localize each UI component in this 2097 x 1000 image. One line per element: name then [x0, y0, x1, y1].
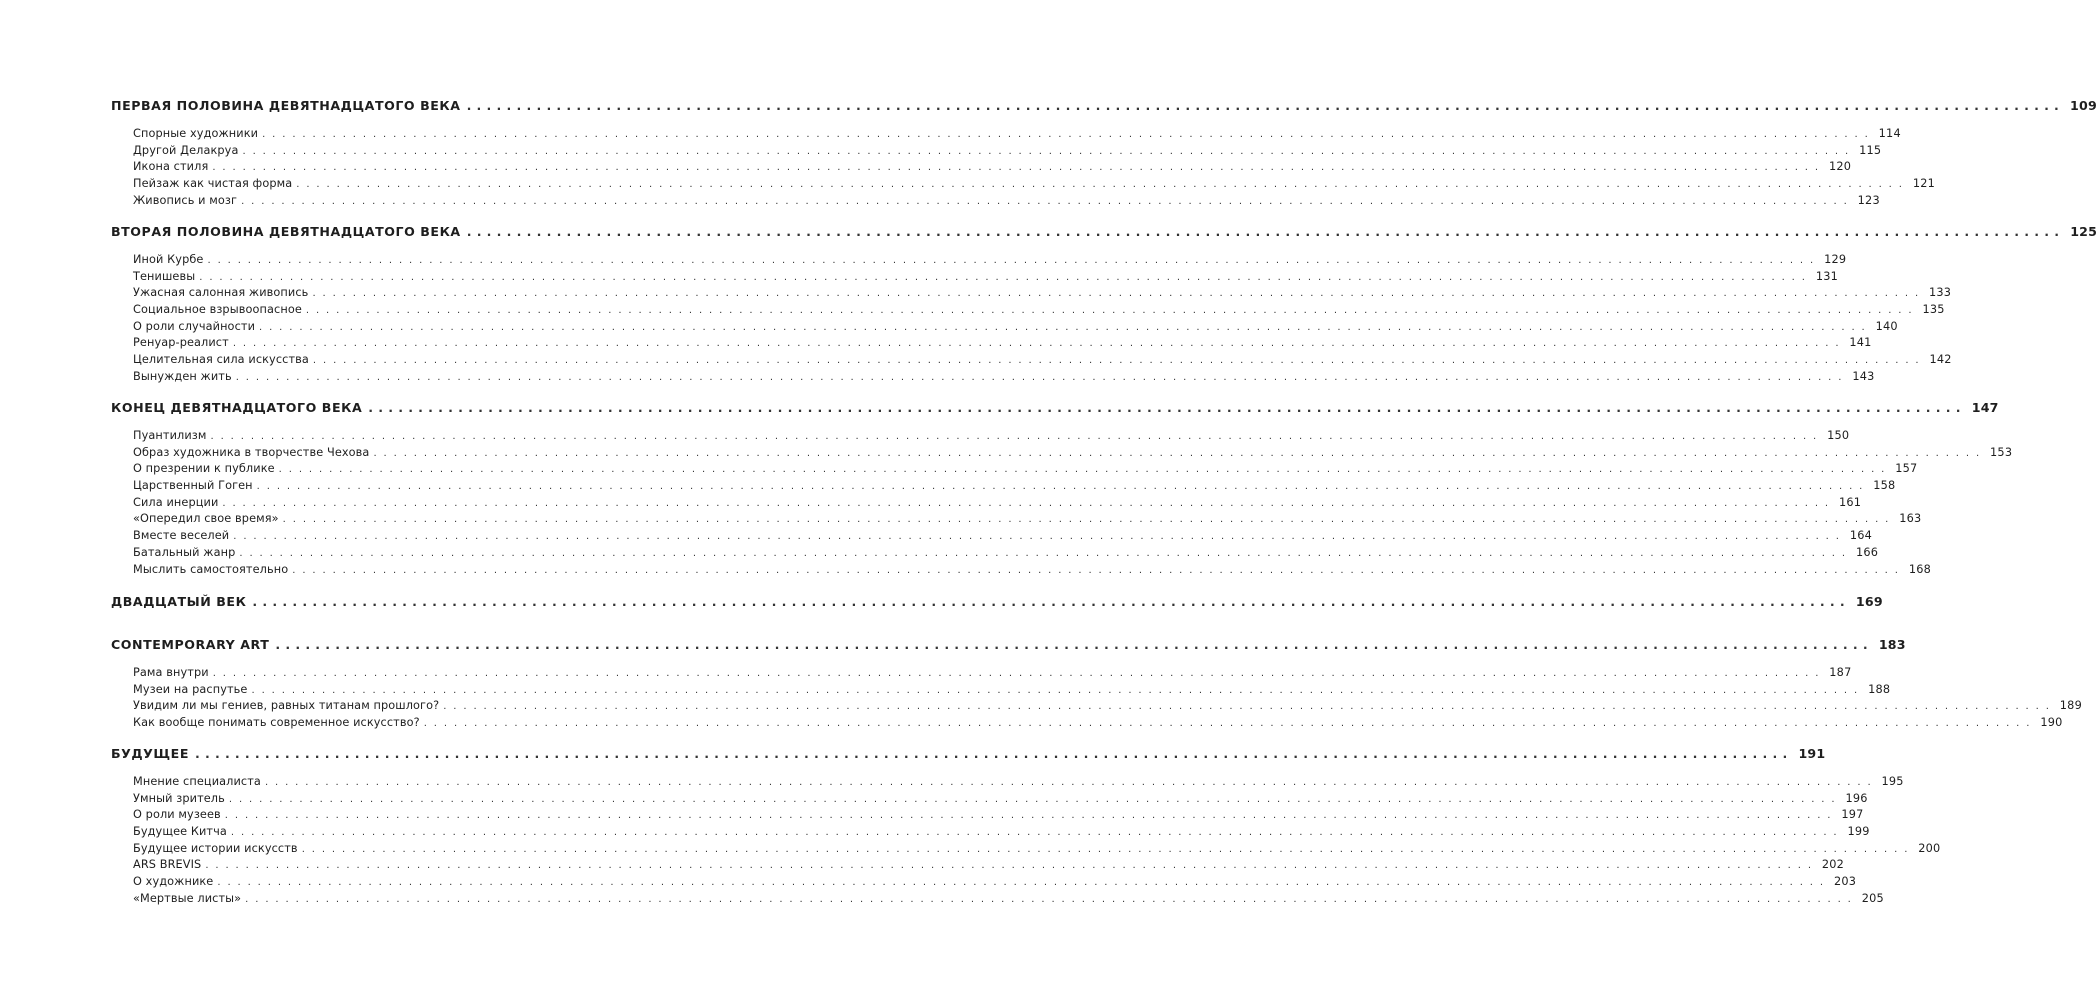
entry-title: Спорные художники — [133, 127, 259, 140]
entry-title: О роли случайности — [133, 319, 256, 333]
toc-entry[interactable] — [133, 666, 1852, 683]
entry-title: Вместе веселей — [133, 529, 230, 543]
entry-title: Будущее истории искусств — [133, 841, 298, 855]
entry-page-number: 114 — [1878, 127, 1901, 140]
entry-title: Будущее Китча — [133, 825, 227, 839]
entry-title: Рама внутри — [133, 666, 209, 679]
section-title: БУДУЩЕЕ — [111, 746, 189, 761]
dot-leader: ................................................................................................................................................................ — [301, 843, 1915, 855]
entry-title: Царственный Гоген — [133, 479, 253, 493]
dot-leader: ................................................................................................................................................................ — [245, 893, 1858, 905]
toc-entry[interactable] — [133, 791, 1868, 809]
dot-leader: ................................................................................................................................................................ — [207, 255, 1821, 266]
dot-leader: ................................................................................................................................................................ — [256, 481, 1870, 493]
dot-leader: ................................................................................................................................................................ — [232, 338, 1846, 350]
entry-page-number: 140 — [1875, 319, 1898, 333]
toc-entry[interactable] — [133, 775, 1904, 792]
dot-leader: ................................................................................................................................................................ — [212, 162, 1825, 174]
section-title: CONTEMPORARY ART — [111, 637, 270, 652]
section-entries — [111, 253, 1952, 387]
section-page-number: 125 — [2070, 224, 2097, 239]
entry-page-number: 195 — [1881, 775, 1904, 788]
entry-title: «Опередил свое время» — [133, 512, 279, 526]
entry-title: Образ художника в творчестве Чехова — [133, 445, 370, 459]
dot-leader: ................................................................................................................................................................ — [212, 668, 1826, 679]
entry-title: Увидим ли мы гениев, равных титанам прошлого? — [133, 699, 440, 713]
toc-entry[interactable] — [133, 336, 1872, 353]
toc-entry[interactable] — [133, 479, 1896, 496]
entry-page-number: 203 — [1833, 875, 1857, 889]
dot-leader: ................................................................................................................................................................ — [251, 684, 1865, 696]
toc-entry[interactable] — [133, 160, 1852, 177]
dot-leader: ................................................................................................................................................................ — [292, 564, 1905, 576]
dot-leader: ................................................................................................................................................................ — [466, 98, 2065, 113]
entry-page-number: 168 — [1908, 562, 1932, 576]
entry-page-number: 121 — [1912, 177, 1936, 191]
entry-title: Пуантилизм — [133, 429, 207, 442]
entry-page-number: 164 — [1849, 529, 1873, 543]
section-title: ДВАДЦАТЫЙ ВЕК — [111, 594, 247, 609]
entry-title: Ужасная салонная живопись — [133, 286, 309, 300]
dot-leader: ................................................................................................................................................................ — [239, 547, 1852, 559]
entry-page-number: 202 — [1821, 858, 1845, 872]
entry-page-number: 158 — [1873, 479, 1896, 493]
toc-entry[interactable] — [133, 716, 2063, 733]
toc-entry[interactable] — [133, 269, 1839, 287]
entry-title: О презрении к публике — [133, 462, 275, 476]
entry-title: О художнике — [133, 875, 214, 889]
dot-leader: ................................................................................................................................................................ — [230, 827, 1844, 839]
entry-page-number: 199 — [1847, 825, 1870, 839]
section-heading[interactable] — [111, 594, 1883, 614]
entry-page-number: 157 — [1895, 462, 1918, 476]
toc-section — [111, 637, 2082, 733]
toc-entry[interactable] — [133, 193, 1880, 211]
section-page-number: 109 — [2070, 98, 2097, 113]
entry-page-number: 120 — [1828, 160, 1852, 174]
entry-title: Как вообще понимать современное искусство? — [133, 716, 420, 730]
toc-entry[interactable] — [133, 512, 1922, 529]
dot-leader: ................................................................................................................................................................ — [368, 400, 1966, 415]
entry-title: Мнение специалиста — [133, 775, 261, 788]
dot-leader: ................................................................................................................................................................ — [373, 447, 1987, 459]
entry-page-number: 135 — [1922, 303, 1945, 317]
entry-page-number: 129 — [1824, 253, 1847, 266]
dot-leader: ................................................................................................................................................................ — [241, 195, 1854, 207]
toc-entry[interactable] — [133, 699, 2082, 716]
toc-entry[interactable] — [133, 825, 1870, 842]
entry-page-number: 161 — [1838, 495, 1862, 509]
entry-page-number: 187 — [1829, 666, 1852, 679]
section-page-number: 183 — [1878, 637, 1906, 652]
dot-leader: ................................................................................................................................................................ — [466, 224, 2065, 239]
section-page-number: 169 — [1855, 594, 1883, 609]
entry-page-number: 153 — [1990, 445, 2013, 459]
toc-entry[interactable] — [133, 177, 1936, 194]
entry-title: Музеи на распутье — [133, 682, 248, 696]
entry-page-number: 141 — [1849, 336, 1872, 350]
dot-leader: ................................................................................................................................................................ — [443, 701, 2056, 713]
entry-page-number: 143 — [1852, 369, 1875, 383]
toc-entry[interactable] — [133, 286, 1952, 303]
entry-page-number: 189 — [2059, 699, 2082, 713]
entry-page-number: 142 — [1929, 353, 1952, 367]
toc-entry[interactable] — [133, 429, 1850, 446]
entry-title: Сила инерции — [133, 495, 219, 509]
toc-entry[interactable] — [133, 808, 1864, 825]
toc-entry[interactable] — [133, 462, 1918, 479]
dot-leader: ................................................................................................................................................................ — [242, 145, 1856, 157]
entry-title: Мыслить самостоятельно — [133, 562, 289, 576]
dot-leader: ................................................................................................................................................................ — [205, 860, 1818, 872]
entry-title: Другой Делакруа — [133, 143, 239, 157]
dot-leader: ................................................................................................................................................................ — [264, 777, 1878, 788]
entry-page-number: 133 — [1929, 286, 1952, 300]
entry-page-number: 131 — [1815, 269, 1839, 283]
section-heading[interactable] — [111, 400, 1999, 420]
toc-section — [111, 594, 1883, 614]
dot-leader: ................................................................................................................................................................ — [224, 810, 1838, 822]
toc-entry[interactable] — [133, 369, 1875, 387]
entry-title: Умный зритель — [133, 791, 225, 805]
dot-leader: ................................................................................................................................................................ — [305, 305, 1919, 317]
dot-leader: ................................................................................................................................................................ — [217, 877, 1830, 889]
entry-title: ARS BREVIS — [133, 858, 202, 872]
dot-leader: ................................................................................................................................................................ — [233, 531, 1846, 543]
toc-entry[interactable] — [133, 891, 1884, 909]
entry-title: Иной Курбе — [133, 253, 204, 266]
dot-leader: ................................................................................................................................................................ — [210, 431, 1824, 442]
toc-entry[interactable] — [133, 303, 1945, 320]
entry-title: «Мертвые листы» — [133, 891, 242, 905]
entry-title: Батальный жанр — [133, 545, 236, 559]
entry-page-number: 197 — [1841, 808, 1864, 822]
dot-leader: ................................................................................................................................................................ — [235, 371, 1849, 383]
toc-section — [111, 98, 2097, 210]
toc-entry[interactable] — [133, 875, 1857, 892]
dot-leader: ................................................................................................................................................................ — [278, 464, 1892, 476]
entry-page-number: 123 — [1857, 193, 1880, 207]
toc-entry[interactable] — [133, 253, 1847, 270]
entry-page-number: 190 — [2040, 716, 2063, 730]
section-entries — [111, 127, 1936, 210]
section-entries — [111, 666, 2082, 733]
dot-leader: ................................................................................................................................................................ — [195, 746, 1793, 761]
entry-title: Вынужден жить — [133, 369, 232, 383]
entry-title: О роли музеев — [133, 808, 221, 822]
entry-title: Пейзаж как чистая форма — [133, 177, 293, 191]
dot-leader: ................................................................................................................................................................ — [423, 718, 2037, 730]
toc-entry[interactable] — [133, 143, 1882, 161]
dot-leader: ................................................................................................................................................................ — [222, 497, 1835, 509]
toc-entry[interactable] — [133, 445, 2013, 463]
toc-entry[interactable] — [133, 529, 1873, 546]
entry-page-number: 150 — [1827, 429, 1850, 442]
entry-title: Икона стиля — [133, 160, 209, 174]
dot-leader: ................................................................................................................................................................ — [296, 179, 1909, 191]
entry-page-number: 115 — [1859, 143, 1882, 157]
dot-leader: ................................................................................................................................................................ — [282, 514, 1896, 526]
toc-entry[interactable] — [133, 353, 1952, 370]
dot-leader: ................................................................................................................................................................ — [312, 288, 1926, 300]
section-heading[interactable] — [111, 746, 1826, 766]
toc-section — [111, 746, 1941, 909]
section-entries — [111, 775, 1941, 909]
section-heading[interactable] — [111, 224, 2097, 244]
toc-section — [111, 400, 2013, 579]
dot-leader: ................................................................................................................................................................ — [228, 793, 1842, 805]
section-title: ПЕРВАЯ ПОЛОВИНА ДЕВЯТНАДЦАТОГО ВЕКА — [111, 98, 461, 113]
dot-leader: ................................................................................................................................................................ — [252, 594, 1850, 609]
dot-leader: ................................................................................................................................................................ — [199, 271, 1812, 283]
section-heading[interactable] — [111, 98, 2097, 118]
entry-page-number: 200 — [1918, 841, 1941, 855]
toc-entry[interactable] — [133, 841, 1941, 859]
section-page-number: 147 — [1971, 400, 1999, 415]
toc-section — [111, 224, 2097, 387]
dot-leader: ................................................................................................................................................................ — [275, 637, 1873, 652]
toc-entry[interactable] — [133, 545, 1879, 563]
section-page-number: 191 — [1798, 746, 1826, 761]
dot-leader: ................................................................................................................................................................ — [312, 355, 1926, 367]
toc-entry[interactable] — [133, 562, 1932, 580]
entry-page-number: 163 — [1899, 512, 1922, 526]
entry-title: Ренуар-реалист — [133, 336, 229, 350]
entry-page-number: 205 — [1861, 891, 1884, 905]
dot-leader: ................................................................................................................................................................ — [262, 129, 1875, 140]
toc-entry[interactable] — [133, 319, 1898, 337]
toc-entry[interactable] — [133, 682, 1891, 700]
entry-title: Целительная сила искусства — [133, 353, 309, 367]
entry-title: Социальное взрывоопасное — [133, 303, 302, 317]
entry-page-number: 166 — [1855, 545, 1879, 559]
section-title: КОНЕЦ ДЕВЯТНАДЦАТОГО ВЕКА — [111, 400, 363, 415]
dot-leader: ................................................................................................................................................................ — [259, 321, 1872, 333]
entry-page-number: 188 — [1868, 682, 1891, 696]
section-entries — [111, 429, 2013, 579]
toc-entry[interactable] — [133, 127, 1901, 144]
toc-entry[interactable] — [133, 858, 1845, 875]
toc-entry[interactable] — [133, 495, 1862, 513]
entry-title: Живопись и мозг — [133, 193, 238, 207]
section-title: ВТОРАЯ ПОЛОВИНА ДЕВЯТНАДЦАТОГО ВЕКА — [111, 224, 461, 239]
entry-title: Тенишевы — [133, 269, 196, 283]
section-heading[interactable] — [111, 637, 1906, 657]
entry-page-number: 196 — [1845, 791, 1868, 805]
